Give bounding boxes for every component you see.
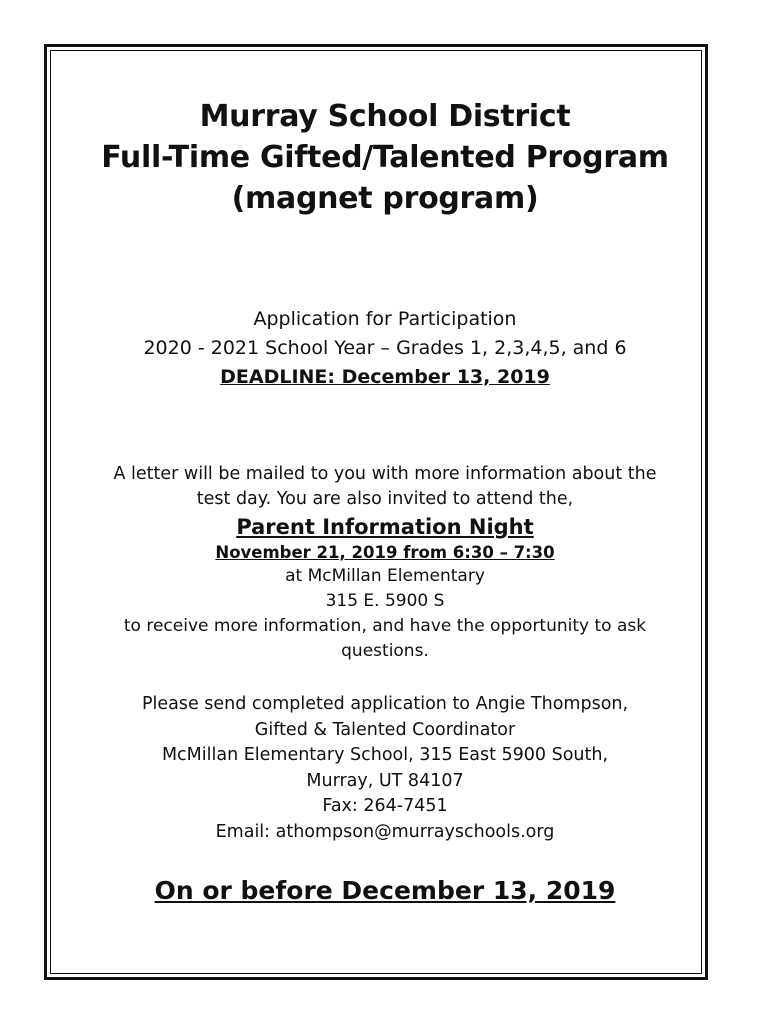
letter-line-1: A letter will be mailed to you with more information about the xyxy=(113,464,657,484)
flyer-content xyxy=(60,96,710,907)
contact-info xyxy=(60,692,710,845)
contact-line-2: Gifted & Talented Coordinator xyxy=(254,719,516,740)
flyer-title xyxy=(60,96,710,219)
parent-night-purpose-1: to receive more information, and have the opportunity to ask xyxy=(123,616,647,636)
letter-info xyxy=(60,462,710,664)
parent-night-location: at McMillan Elementary xyxy=(285,566,485,586)
contact-email: Email: athompson@murrayschools.org xyxy=(215,821,555,842)
school-year-grades: 2020 - 2021 School Year – Grades 1, 2,3,4,5, and 6 xyxy=(143,337,627,359)
application-heading: Application for Participation xyxy=(253,308,517,330)
title-line-program: Full-Time Gifted/Talented Program xyxy=(101,140,669,175)
parent-night-address: 315 E. 5900 S xyxy=(325,591,445,611)
parent-night-title: Parent Information Night xyxy=(236,515,534,539)
contact-line-3: McMillan Elementary School, 315 East 5900 South, xyxy=(161,745,609,765)
contact-fax: Fax: 264-7451 xyxy=(322,796,448,816)
contact-line-4: Murray, UT 84107 xyxy=(306,770,464,791)
parent-night-date: November 21, 2019 from 6:30 – 7:30 xyxy=(215,543,555,562)
application-info xyxy=(60,305,710,392)
title-line-magnet: (magnet program) xyxy=(231,181,539,216)
title-line-district: Murray School District xyxy=(199,99,571,134)
parent-night-purpose-2: questions. xyxy=(341,641,429,661)
final-deadline: On or before December 13, 2019 xyxy=(154,876,616,905)
letter-line-2: test day. You are also invited to attend the, xyxy=(196,489,574,509)
contact-line-1: Please send completed application to Angie Thompson, xyxy=(141,694,629,714)
deadline-text: DEADLINE: December 13, 2019 xyxy=(220,366,550,388)
